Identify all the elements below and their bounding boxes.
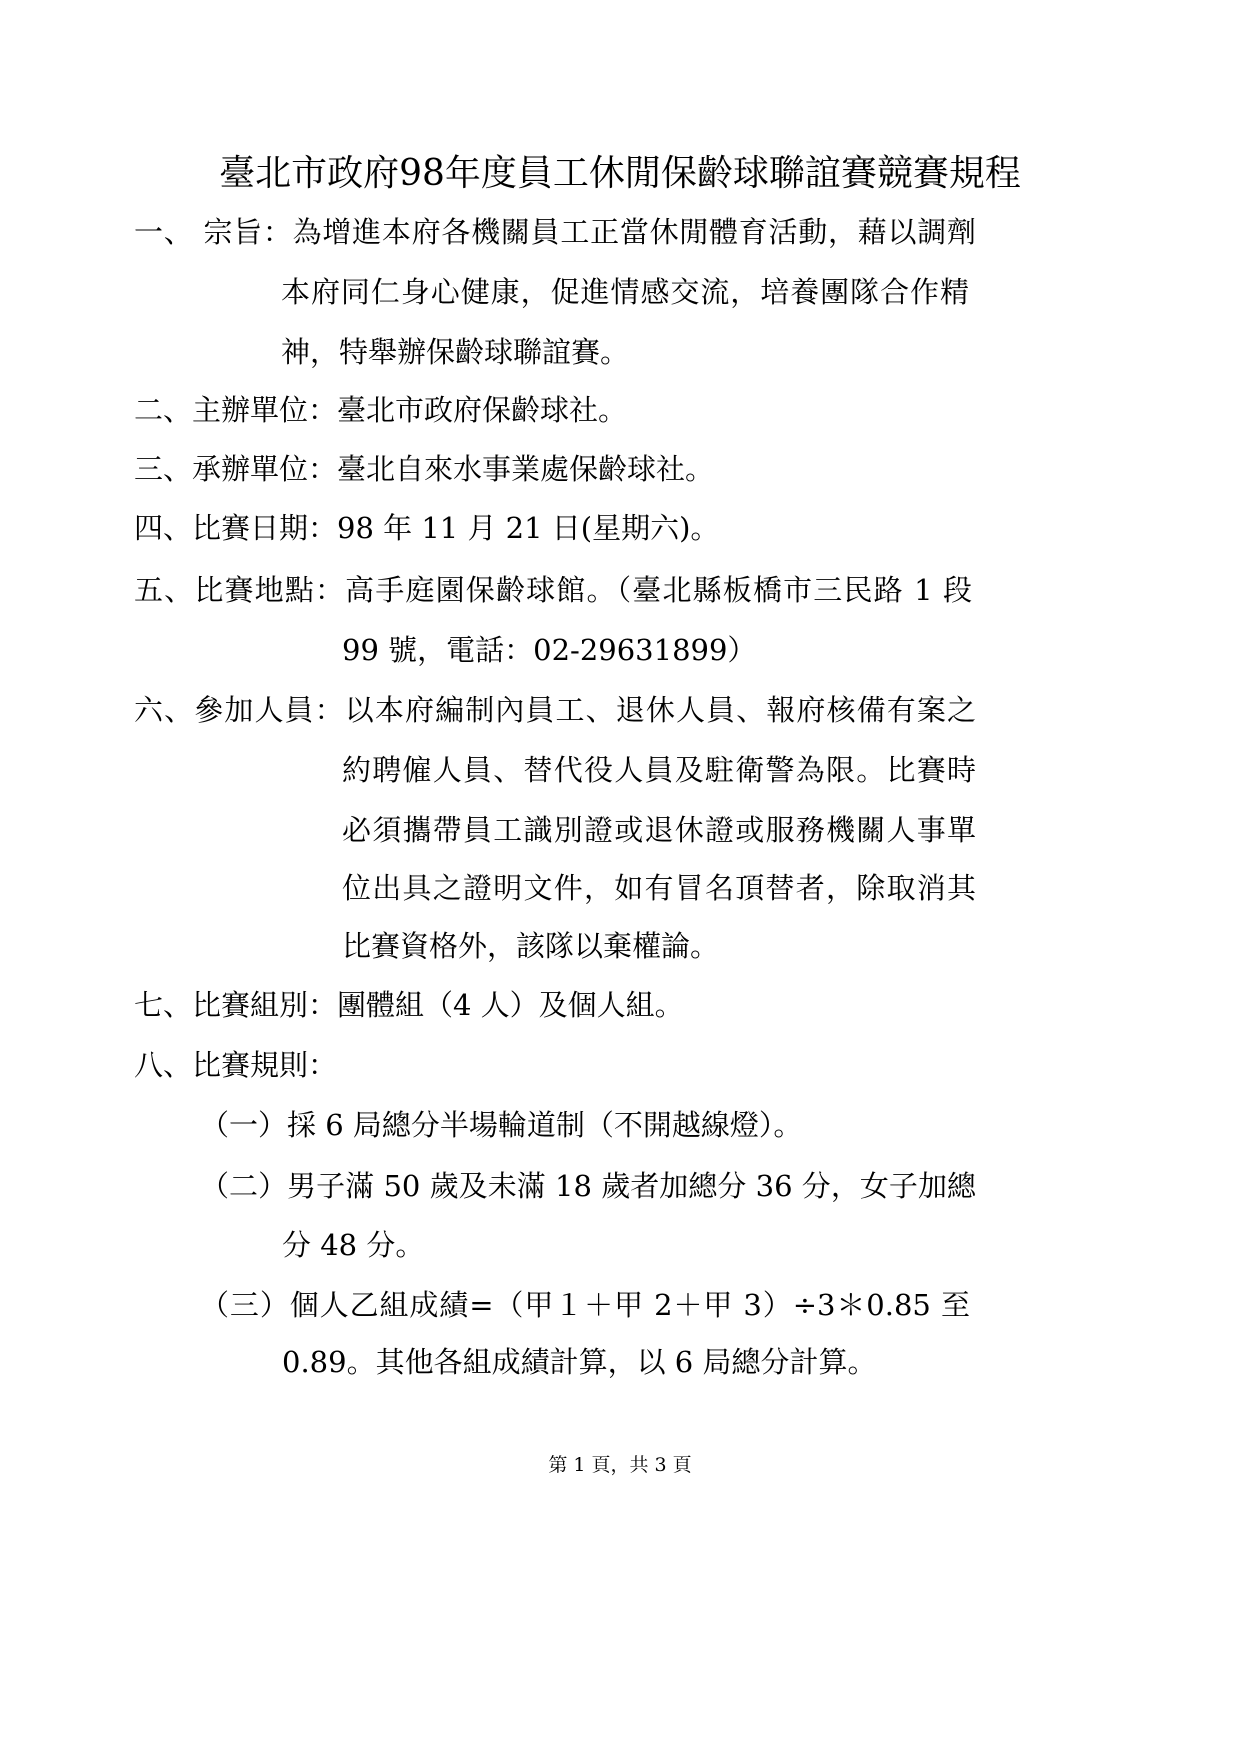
section-6-line-3: 必須攜帶員工識別證或退休證或服務機關人事單 bbox=[342, 813, 976, 847]
rule-3-line-1: （三）個人乙組成績=（甲１＋甲 2＋甲 3）÷3＊0.85 至 bbox=[200, 1288, 970, 1322]
section-6-line-5: 比賽資格外，該隊以棄權論。 bbox=[342, 929, 720, 963]
section-2: 二、主辦單位：臺北市政府保齡球社。 bbox=[134, 393, 628, 427]
section-3: 三、承辦單位：臺北自來水事業處保齡球社。 bbox=[134, 452, 715, 486]
section-6-line-2: 約聘僱人員、替代役人員及駐衛警為限。比賽時 bbox=[342, 753, 976, 787]
section-1-line-3: 神，特舉辦保齡球聯誼賽。 bbox=[281, 335, 630, 369]
rule-2-line-2: 分 48 分。 bbox=[282, 1228, 425, 1262]
document-title: 臺北市政府98年度員工休閒保齡球聯誼賽競賽規程 bbox=[219, 153, 1021, 194]
rule-2-line-1: （二）男子滿 50 歲及未滿 18 歲者加總分 36 分，女子加總 bbox=[200, 1169, 976, 1203]
section-7: 七、比賽組別：團體組（4 人）及個人組。 bbox=[134, 988, 684, 1022]
page-footer: 第 1 頁，共 3 頁 bbox=[548, 1454, 692, 1476]
section-6-line-4: 位出具之證明文件，如有冒名頂替者，除取消其 bbox=[342, 871, 976, 905]
section-5-line-2: 99 號，電話：02-29631899） bbox=[342, 633, 757, 667]
rule-3-line-2: 0.89。其他各組成績計算，以 6 局總分計算。 bbox=[282, 1345, 877, 1379]
section-6-line-1: 六、參加人員：以本府編制內員工、退休人員、報府核備有案之 bbox=[134, 693, 976, 727]
section-1-line-1: 一、 宗旨：為增進本府各機關員工正當休閒體育活動，藉以調劑 bbox=[134, 215, 976, 249]
rule-1: （一）採 6 局總分半場輪道制（不開越線燈）。 bbox=[200, 1108, 803, 1142]
section-8-heading: 八、比賽規則： bbox=[134, 1048, 338, 1082]
section-5-line-1: 五、比賽地點：高手庭園保齡球館。（臺北縣板橋市三民路 1 段 bbox=[134, 573, 972, 607]
section-4: 四、比賽日期：98 年 11 月 21 日(星期六)。 bbox=[134, 511, 720, 545]
section-1-line-2: 本府同仁身心健康，促進情感交流，培養團隊合作精 bbox=[281, 275, 969, 309]
